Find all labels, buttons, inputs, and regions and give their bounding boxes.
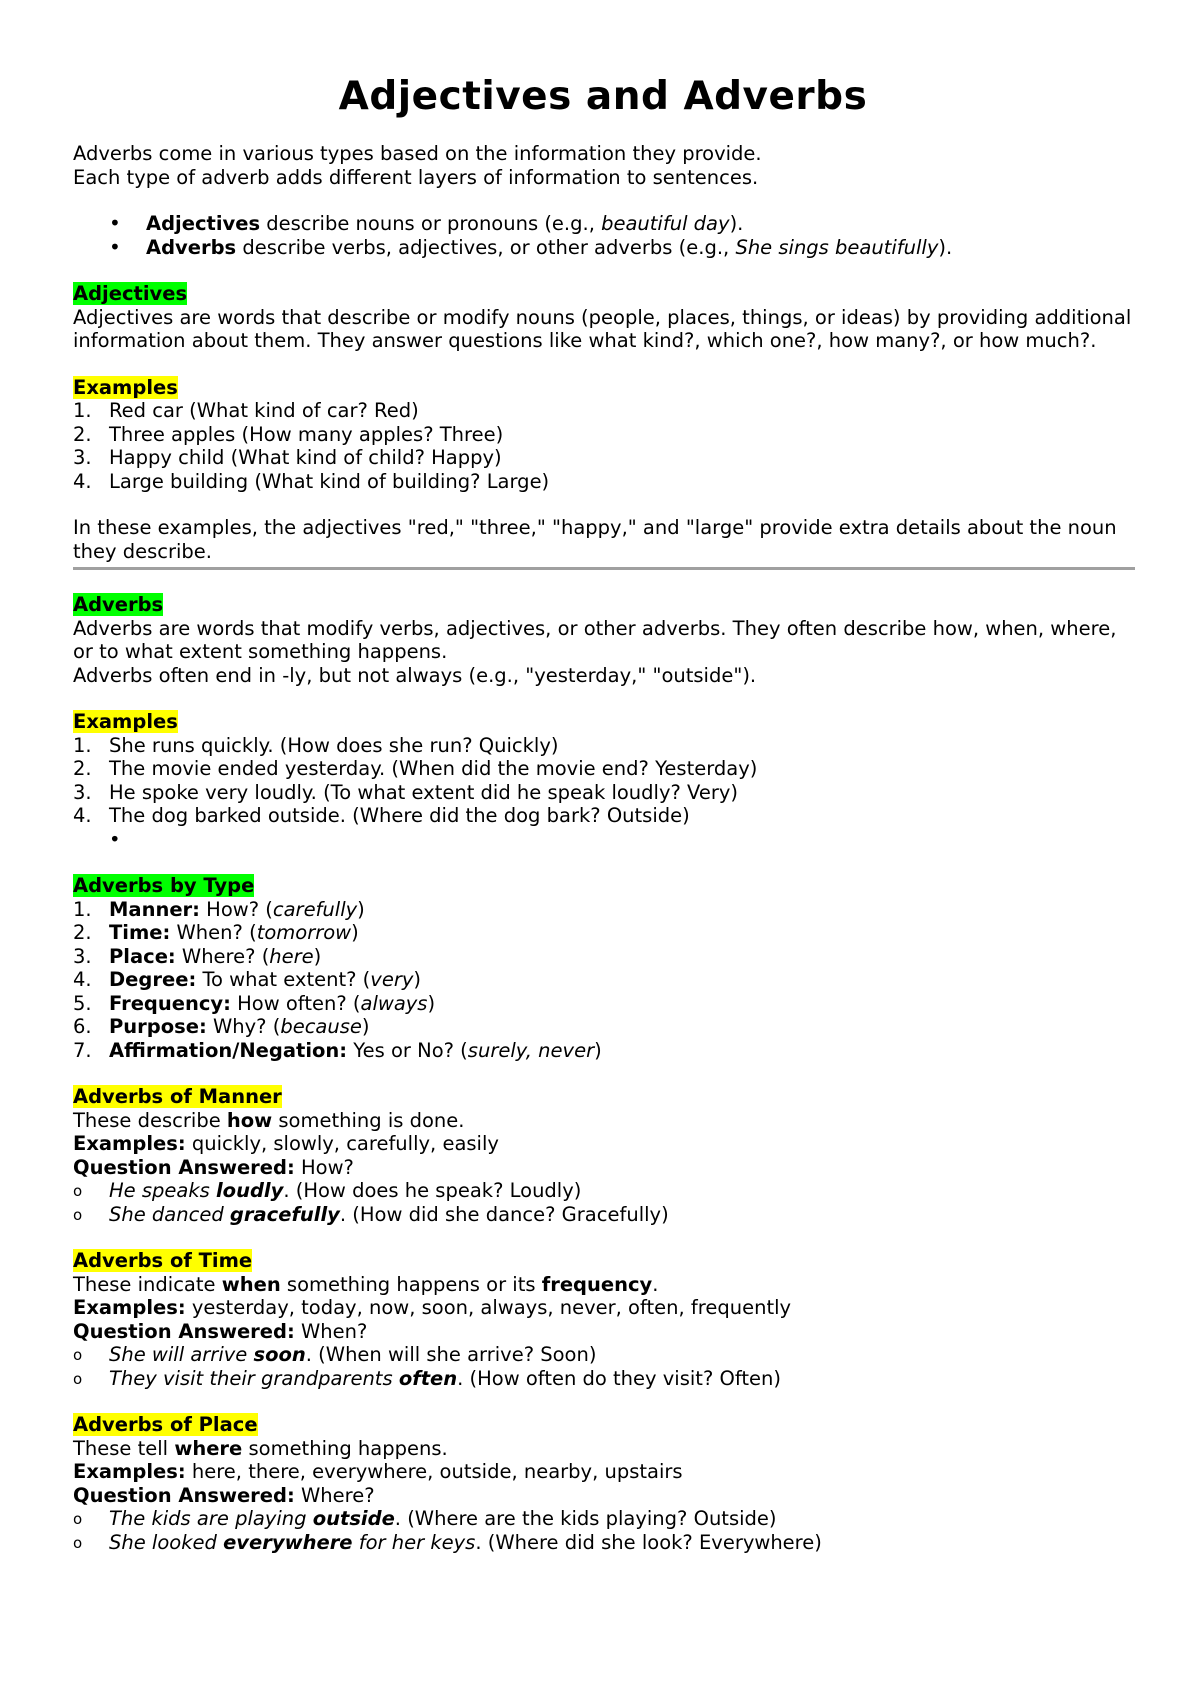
adverbs-examples-list bbox=[73, 734, 1133, 828]
spacer bbox=[73, 189, 1133, 212]
time-examples: Examples: yesterday, today, now, soon, always, never, often, frequently bbox=[73, 1296, 792, 1319]
list-item: 2. The movie ended yesterday. (When did the movie end? Yesterday) bbox=[73, 757, 758, 780]
place-description: These tell where something happens. bbox=[73, 1436, 448, 1460]
list-item: 4. Degree: To what extent? (very) bbox=[73, 968, 421, 991]
place-sentences bbox=[73, 1507, 1133, 1554]
adjectives-description: Adjectives are words that describe or modify nouns (people, places, things, or ideas) by providing additional information about them. They answer questions like what kind?, which one?, how many?, or how much?. bbox=[73, 305, 1132, 352]
time-heading: Adverbs of Time bbox=[73, 1249, 253, 1272]
list-item: 3. Place: Where? (here) bbox=[73, 944, 322, 968]
adjectives-heading: Adjectives bbox=[73, 282, 188, 305]
list-item: 6. Purpose: Why? (because) bbox=[73, 1015, 370, 1038]
list-item: 1. Red car (What kind of car? Red) bbox=[73, 399, 419, 422]
time-description: These indicate when something happens or its frequency. bbox=[73, 1272, 659, 1296]
place-heading: Adverbs of Place bbox=[73, 1413, 258, 1436]
spacer bbox=[73, 353, 1133, 376]
list-item: 1. Manner: How? (carefully) bbox=[73, 897, 365, 921]
place-examples: Examples: here, there, everywhere, outside, nearby, upstairs bbox=[73, 1460, 683, 1483]
definition-bullets bbox=[73, 212, 1133, 259]
spacer bbox=[73, 570, 1133, 593]
manner-sentences bbox=[73, 1179, 1133, 1226]
list-item: • Adverbs describe verbs, adjectives, or other adverbs (e.g., She sings beautifully). bbox=[73, 236, 1133, 260]
adverbs-by-type-heading: Adverbs by Type bbox=[73, 874, 255, 897]
list-item: o She looked everywhere for her keys. (Where did she look? Everywhere) bbox=[73, 1530, 822, 1554]
page-title: Adjectives and Adverbs bbox=[338, 74, 868, 119]
list-item: 4. Large building (What kind of building? Large) bbox=[73, 469, 550, 493]
adjectives-examples-list bbox=[73, 399, 1133, 493]
time-question: Question Answered: When? bbox=[73, 1319, 368, 1343]
spacer bbox=[73, 493, 1133, 516]
spacer bbox=[73, 259, 1133, 282]
list-item: 2. Time: When? (tomorrow) bbox=[73, 921, 359, 944]
adverbs-examples-heading: Examples bbox=[73, 710, 178, 733]
spacer bbox=[73, 1226, 1133, 1249]
spacer bbox=[73, 687, 1133, 710]
spacer bbox=[73, 1062, 1133, 1085]
list-item: 3. Happy child (What kind of child? Happy) bbox=[73, 446, 502, 469]
document-page bbox=[73, 72, 1133, 1554]
intro-line-1: Adverbs come in various types based on the information they provide. bbox=[73, 142, 762, 165]
spacer bbox=[73, 851, 1133, 874]
list-item: 3. He spoke very loudly. (To what extent did he speak loudly? Very) bbox=[73, 780, 739, 804]
list-item: 4. The dog barked outside. (Where did the dog bark? Outside) bbox=[73, 804, 690, 827]
spacer bbox=[73, 1390, 1133, 1413]
manner-heading: Adverbs of Manner bbox=[73, 1085, 282, 1108]
time-sentences bbox=[73, 1343, 1133, 1390]
adverbs-heading: Adverbs bbox=[73, 593, 164, 616]
list-item: o They visit their grandparents often. (How often do they visit? Often) bbox=[73, 1366, 781, 1390]
list-item: 1. She runs quickly. (How does she run? Quickly) bbox=[73, 733, 559, 757]
list-item: o She will arrive soon. (When will she arrive? Soon) bbox=[73, 1343, 597, 1366]
list-item: o He speaks loudly. (How does he speak? Loudly) bbox=[73, 1179, 582, 1202]
adverbs-description: Adverbs are words that modify verbs, adjectives, or other adverbs. They often describe how, when, where, or to what extent something happens. bbox=[73, 616, 1117, 663]
list-item: 7. Affirmation/Negation: Yes or No? (surely, never) bbox=[73, 1038, 602, 1062]
list-item: 2. Three apples (How many apples? Three) bbox=[73, 422, 504, 446]
adjectives-summary: In these examples, the adjectives "red," "three," "happy," and "large" provide extra details about the noun they describe. bbox=[73, 516, 1117, 563]
adjectives-examples-heading: Examples bbox=[73, 375, 178, 399]
list-item: 5. Frequency: How often? (always) bbox=[73, 991, 436, 1015]
manner-question: Question Answered: How? bbox=[73, 1155, 354, 1179]
list-item: o The kids are playing outside. (Where are the kids playing? Outside) bbox=[73, 1507, 777, 1530]
manner-description: These describe how something is done. bbox=[73, 1108, 465, 1132]
list-item: o She danced gracefully. (How did she dance? Gracefully) bbox=[73, 1202, 669, 1226]
adverbs-note: Adverbs often end in -ly, but not always (e.g., "yesterday," "outside"). bbox=[73, 663, 757, 687]
manner-examples: Examples: quickly, slowly, carefully, easily bbox=[73, 1132, 499, 1155]
adverbs-by-type-list bbox=[73, 898, 1133, 1063]
intro-line-2: Each type of adverb adds different layers of information to sentences. bbox=[73, 165, 759, 189]
empty-bullet: • bbox=[109, 827, 121, 851]
place-question: Question Answered: Where? bbox=[73, 1483, 375, 1507]
list-item: • Adjectives describe nouns or pronouns (e.g., beautiful day). bbox=[73, 212, 1133, 236]
